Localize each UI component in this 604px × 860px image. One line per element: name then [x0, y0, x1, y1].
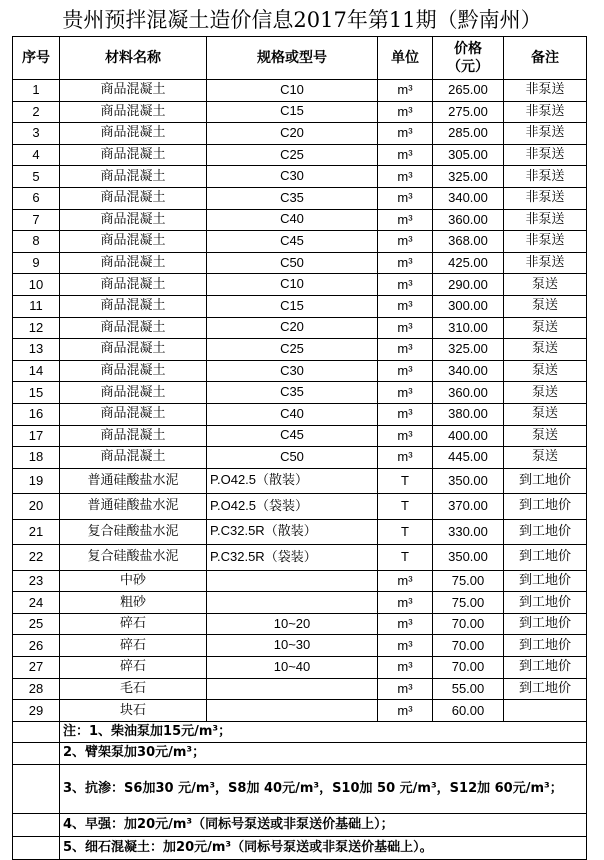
row-spec-code: C50: [280, 448, 304, 464]
header-spec: 规格或型号: [207, 37, 378, 80]
row-price: 325.00: [433, 339, 504, 361]
table-row: [13, 123, 587, 145]
note-blank-cell: [13, 764, 60, 813]
row-no: 22: [13, 545, 60, 571]
row-note: 泵送: [504, 317, 587, 339]
row-note: 到工地价: [504, 545, 587, 571]
table-row: [13, 519, 587, 545]
row-note: 非泵送: [504, 252, 587, 274]
row-spec: [207, 166, 378, 188]
row-unit: m³: [378, 635, 433, 657]
row-price: 300.00: [433, 295, 504, 317]
row-note: 泵送: [504, 339, 587, 361]
table-row: [13, 144, 587, 166]
row-spec: [207, 187, 378, 209]
row-note: 非泵送: [504, 101, 587, 123]
row-unit: m³: [378, 144, 433, 166]
table-row: [13, 403, 587, 425]
row-price: 368.00: [433, 231, 504, 253]
row-no: 12: [13, 317, 60, 339]
row-spec-code: C40: [280, 405, 304, 421]
row-spec-packaging: （散装）: [256, 473, 309, 489]
row-unit: m³: [378, 209, 433, 231]
table-row: [13, 252, 587, 274]
row-note: 泵送: [504, 403, 587, 425]
row-unit: T: [378, 519, 433, 545]
row-note: 到工地价: [504, 613, 587, 635]
row-note: 到工地价: [504, 494, 587, 520]
row-name: 商品混凝土: [60, 252, 207, 274]
row-unit: m³: [378, 317, 433, 339]
row-unit: m³: [378, 339, 433, 361]
row-price: 55.00: [433, 678, 504, 700]
table-row: [13, 678, 587, 700]
row-name: 商品混凝土: [60, 339, 207, 361]
row-price: 60.00: [433, 700, 504, 722]
row-price: 70.00: [433, 613, 504, 635]
row-unit: m³: [378, 231, 433, 253]
row-unit: m³: [378, 700, 433, 722]
row-spec: [207, 317, 378, 339]
table-row: [13, 209, 587, 231]
header-unit: 单位: [378, 37, 433, 80]
row-spec-code: P.O42.5: [210, 472, 257, 488]
row-spec-code: P.C32.5R: [210, 523, 265, 539]
row-no: 7: [13, 209, 60, 231]
row-name: 商品混凝土: [60, 382, 207, 404]
table-row: [13, 700, 587, 722]
row-spec: [207, 613, 378, 635]
row-unit: m³: [378, 252, 433, 274]
row-name: 碎石: [60, 613, 207, 635]
row-no: 17: [13, 425, 60, 447]
row-note: 到工地价: [504, 678, 587, 700]
row-name: 复合硅酸盐水泥: [60, 545, 207, 571]
row-name: 普通硅酸盐水泥: [60, 494, 207, 520]
row-price: 425.00: [433, 252, 504, 274]
row-spec-code: C35: [280, 384, 304, 400]
row-no: 20: [13, 494, 60, 520]
row-price: 290.00: [433, 274, 504, 296]
row-unit: m³: [378, 166, 433, 188]
row-spec-code: 10~20: [273, 615, 311, 631]
row-name: 商品混凝土: [60, 166, 207, 188]
row-spec-code: C15: [280, 297, 304, 313]
row-no: 19: [13, 468, 60, 494]
row-spec: [207, 570, 378, 592]
row-spec: [207, 252, 378, 274]
row-price: 75.00: [433, 570, 504, 592]
row-spec-code: C10: [280, 81, 304, 97]
table-row: [13, 382, 587, 404]
row-price: 340.00: [433, 360, 504, 382]
row-price: 325.00: [433, 166, 504, 188]
row-unit: m³: [378, 295, 433, 317]
note-text: 5、细石混凝土：加20元/m³（同标号泵送或非泵送价基础上）。: [60, 836, 587, 859]
note-blank-cell: [13, 721, 60, 742]
row-spec: [207, 339, 378, 361]
row-no: 27: [13, 657, 60, 679]
header-price: [433, 37, 504, 80]
row-spec: [207, 360, 378, 382]
row-spec: [207, 447, 378, 469]
row-name: 商品混凝土: [60, 80, 207, 102]
row-spec: [207, 635, 378, 657]
row-price: 360.00: [433, 209, 504, 231]
row-unit: m³: [378, 101, 433, 123]
row-unit: m³: [378, 403, 433, 425]
note-text: 注：1、柴油泵加15元/m³；: [60, 721, 587, 742]
row-name: 中砂: [60, 570, 207, 592]
row-spec-code: C20: [280, 124, 304, 140]
row-note: 非泵送: [504, 80, 587, 102]
note-row: [13, 813, 587, 836]
row-name: 商品混凝土: [60, 187, 207, 209]
table-row: [13, 592, 587, 614]
row-spec-code: C35: [280, 189, 304, 205]
row-note: 到工地价: [504, 468, 587, 494]
table-row: [13, 425, 587, 447]
row-spec: [207, 80, 378, 102]
table-row: [13, 613, 587, 635]
row-name: 商品混凝土: [60, 403, 207, 425]
row-spec-code: C30: [280, 362, 304, 378]
row-unit: m³: [378, 382, 433, 404]
row-no: 8: [13, 231, 60, 253]
table-row: [13, 101, 587, 123]
row-name: 商品混凝土: [60, 447, 207, 469]
row-name: 普通硅酸盐水泥: [60, 468, 207, 494]
note-text: 4、早强：加20元/m³（同标号泵送或非泵送价基础上）；: [60, 813, 587, 836]
row-price: 275.00: [433, 101, 504, 123]
row-unit: m³: [378, 657, 433, 679]
row-spec: [207, 123, 378, 145]
table-row: [13, 274, 587, 296]
table-row: [13, 570, 587, 592]
note-row: [13, 742, 587, 764]
row-no: 28: [13, 678, 60, 700]
row-name: 商品混凝土: [60, 209, 207, 231]
row-no: 4: [13, 144, 60, 166]
row-unit: m³: [378, 613, 433, 635]
row-no: 24: [13, 592, 60, 614]
row-note: 泵送: [504, 382, 587, 404]
row-unit: m³: [378, 80, 433, 102]
note-blank-cell: [13, 742, 60, 764]
header-note: 备注: [504, 37, 587, 80]
row-unit: m³: [378, 360, 433, 382]
table-row: [13, 187, 587, 209]
row-price: 370.00: [433, 494, 504, 520]
row-unit: T: [378, 545, 433, 571]
row-unit: m³: [378, 274, 433, 296]
row-spec-code: P.O42.5: [210, 497, 257, 513]
row-spec-code: C45: [280, 232, 304, 248]
row-spec: [207, 425, 378, 447]
header-name: 材料名称: [60, 37, 207, 80]
row-spec: [207, 403, 378, 425]
row-note: 泵送: [504, 425, 587, 447]
header-price-line2: （元）: [447, 59, 489, 75]
row-spec: [207, 678, 378, 700]
row-note: 非泵送: [504, 231, 587, 253]
table-row: [13, 545, 587, 571]
table-row: [13, 494, 587, 520]
table-row: [13, 635, 587, 657]
row-unit: m³: [378, 678, 433, 700]
row-no: 13: [13, 339, 60, 361]
note-text: 2、臂架泵加30元/m³；: [60, 742, 587, 764]
row-no: 9: [13, 252, 60, 274]
row-note: 非泵送: [504, 144, 587, 166]
row-spec: [207, 700, 378, 722]
row-note: [504, 700, 587, 722]
row-name: 碎石: [60, 657, 207, 679]
row-unit: m³: [378, 570, 433, 592]
row-unit: m³: [378, 425, 433, 447]
row-spec-code: 10~30: [273, 637, 311, 653]
row-no: 18: [13, 447, 60, 469]
row-name: 碎石: [60, 635, 207, 657]
row-note: 泵送: [504, 360, 587, 382]
row-unit: T: [378, 468, 433, 494]
row-spec: [207, 494, 378, 520]
table-row: [13, 166, 587, 188]
row-no: 15: [13, 382, 60, 404]
table-row: [13, 231, 587, 253]
row-no: 25: [13, 613, 60, 635]
row-no: 16: [13, 403, 60, 425]
row-unit: T: [378, 494, 433, 520]
row-name: 商品混凝土: [60, 231, 207, 253]
header-no: 序号: [13, 37, 60, 80]
table-row: [13, 360, 587, 382]
row-spec-code: P.C32.5R: [210, 548, 265, 564]
row-spec: [207, 519, 378, 545]
row-price: 360.00: [433, 382, 504, 404]
row-note: 泵送: [504, 274, 587, 296]
row-name: 商品混凝土: [60, 317, 207, 339]
row-spec: [207, 592, 378, 614]
row-price: 400.00: [433, 425, 504, 447]
row-price: 70.00: [433, 635, 504, 657]
note-blank-cell: [13, 836, 60, 859]
table-row: [13, 317, 587, 339]
row-name: 商品混凝土: [60, 144, 207, 166]
row-note: 非泵送: [504, 166, 587, 188]
row-note: 泵送: [504, 447, 587, 469]
price-table: [12, 36, 587, 860]
row-spec-code: C50: [280, 254, 304, 270]
row-spec-packaging: （袋装）: [264, 549, 317, 565]
row-spec: [207, 231, 378, 253]
row-note: 到工地价: [504, 570, 587, 592]
row-price: 350.00: [433, 545, 504, 571]
row-price: 340.00: [433, 187, 504, 209]
row-note: 非泵送: [504, 123, 587, 145]
row-price: 310.00: [433, 317, 504, 339]
row-spec-code: C15: [280, 103, 304, 119]
row-spec-code: C45: [280, 427, 304, 443]
table-row: [13, 339, 587, 361]
row-note: 到工地价: [504, 519, 587, 545]
note-row: [13, 836, 587, 859]
row-no: 14: [13, 360, 60, 382]
row-price: 330.00: [433, 519, 504, 545]
row-no: 2: [13, 101, 60, 123]
row-name: 粗砂: [60, 592, 207, 614]
row-no: 26: [13, 635, 60, 657]
row-unit: m³: [378, 187, 433, 209]
row-unit: m³: [378, 592, 433, 614]
row-note: 非泵送: [504, 209, 587, 231]
table-row: [13, 657, 587, 679]
row-spec: [207, 144, 378, 166]
row-name: 商品混凝土: [60, 425, 207, 447]
row-name: 商品混凝土: [60, 123, 207, 145]
row-no: 23: [13, 570, 60, 592]
row-no: 3: [13, 123, 60, 145]
row-spec-code: C20: [280, 319, 304, 335]
row-name: 商品混凝土: [60, 295, 207, 317]
row-price: 70.00: [433, 657, 504, 679]
row-no: 5: [13, 166, 60, 188]
row-spec-code: 10~40: [273, 658, 311, 674]
row-spec: [207, 274, 378, 296]
row-price: 265.00: [433, 80, 504, 102]
row-spec: [207, 209, 378, 231]
table-row: [13, 80, 587, 102]
row-spec-code: C10: [280, 276, 304, 292]
row-spec-packaging: （散装）: [264, 524, 317, 540]
row-price: 305.00: [433, 144, 504, 166]
row-price: 445.00: [433, 447, 504, 469]
row-spec: [207, 101, 378, 123]
row-name: 商品混凝土: [60, 360, 207, 382]
row-spec: [207, 468, 378, 494]
header-price-line1: 价格: [454, 41, 482, 57]
row-spec: [207, 545, 378, 571]
row-price: 285.00: [433, 123, 504, 145]
row-name: 块石: [60, 700, 207, 722]
table-row: [13, 447, 587, 469]
row-note: 非泵送: [504, 187, 587, 209]
row-name: 复合硅酸盐水泥: [60, 519, 207, 545]
row-price: 75.00: [433, 592, 504, 614]
note-blank-cell: [13, 813, 60, 836]
row-spec: [207, 295, 378, 317]
row-no: 29: [13, 700, 60, 722]
row-spec: [207, 657, 378, 679]
row-spec: [207, 382, 378, 404]
row-spec-code: C30: [280, 168, 304, 184]
row-unit: m³: [378, 447, 433, 469]
row-price: 350.00: [433, 468, 504, 494]
row-spec-code: C25: [280, 146, 304, 162]
page-title: 贵州预拌混凝土造价信息2017年第11期（黔南州）: [62, 8, 542, 32]
row-note: 到工地价: [504, 657, 587, 679]
note-row: [13, 721, 587, 742]
note-row: [13, 764, 587, 813]
row-no: 11: [13, 295, 60, 317]
table-row: [13, 295, 587, 317]
row-note: 泵送: [504, 295, 587, 317]
row-unit: m³: [378, 123, 433, 145]
note-text: 3、抗渗：S6加30 元/m³，S8加 40元/m³，S10加 50 元/m³，S12加 60元/m³；: [60, 764, 587, 813]
row-spec-code: C40: [280, 211, 304, 227]
row-no: 6: [13, 187, 60, 209]
row-spec-code: C25: [280, 340, 304, 356]
row-name: 商品混凝土: [60, 101, 207, 123]
row-no: 10: [13, 274, 60, 296]
row-note: 到工地价: [504, 635, 587, 657]
table-body: [13, 80, 587, 860]
row-name: 毛石: [60, 678, 207, 700]
row-price: 380.00: [433, 403, 504, 425]
row-name: 商品混凝土: [60, 274, 207, 296]
row-spec-packaging: （袋装）: [256, 498, 309, 514]
row-no: 1: [13, 80, 60, 102]
table-row: [13, 468, 587, 494]
row-no: 21: [13, 519, 60, 545]
header-row: [13, 37, 587, 80]
row-note: 到工地价: [504, 592, 587, 614]
